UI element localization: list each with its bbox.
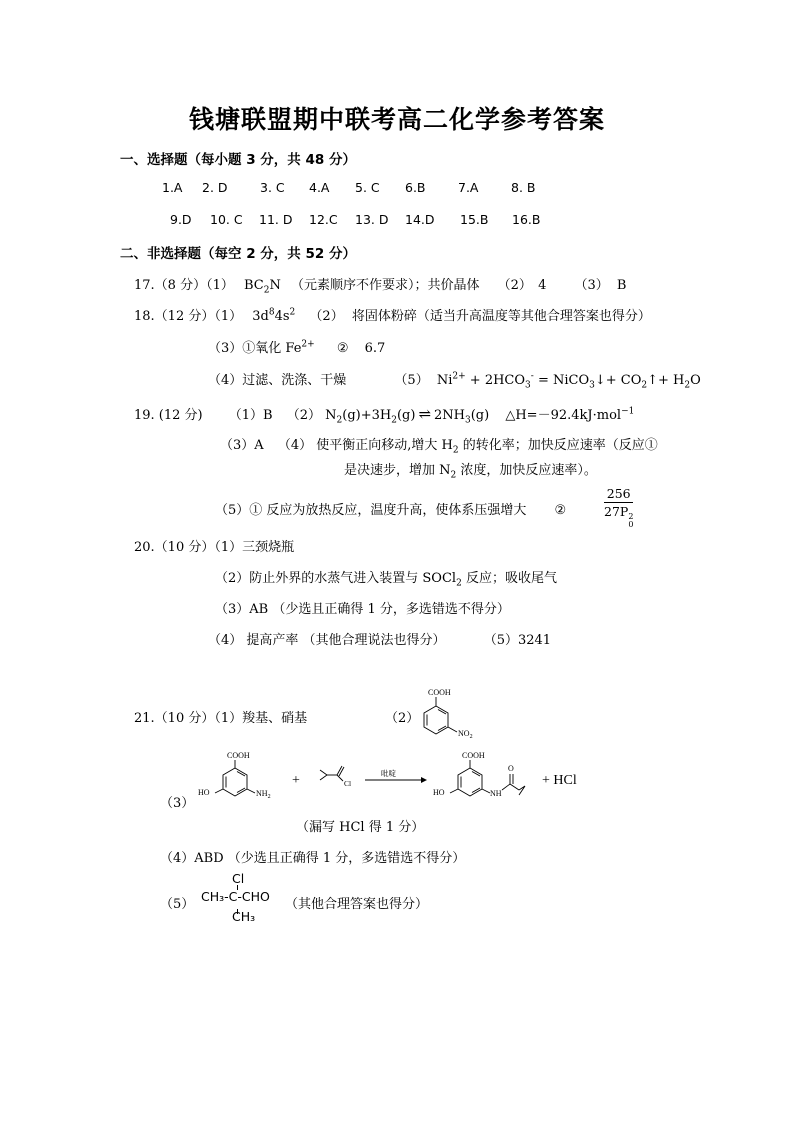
q18-prefix: 18.（12 分）（1） — [134, 309, 243, 324]
reaction-scheme — [195, 748, 615, 813]
mc-answer: 8. B — [511, 180, 536, 195]
q19-equation: $N_2(g)+3H_2(g)$ ⇌ $2NH_3(g)$ — [325, 405, 490, 426]
q21-part2: （2） — [385, 711, 420, 726]
mc-answer: 14.D — [405, 212, 435, 227]
q17-part3-answer: B — [616, 278, 627, 293]
q17-part2: （2） — [497, 278, 532, 293]
q17-part2-answer: 4 — [538, 278, 547, 293]
q19-part5: （5）① 反应为放热反应，温度升高，使体系压强增大 — [215, 503, 527, 518]
mc-answer: 4.A — [309, 180, 330, 195]
q17-formula: $BC_2N$ — [244, 278, 281, 296]
svg-text:HO: HO — [433, 788, 445, 797]
mc-answer: 15.B — [460, 212, 489, 227]
q19-part3: （3）A — [220, 438, 264, 453]
q17-note: （元素顺序不作要求）；共价晶体 — [291, 278, 480, 293]
q19-fraction — [604, 486, 633, 529]
plus-sign: + — [292, 773, 300, 788]
q18-part4: （4）过滤、洗涤、干燥 — [208, 373, 347, 388]
q19-line-3 — [220, 434, 658, 456]
hcl-term: + HCl — [542, 773, 577, 788]
q19-part1: （1）B — [228, 408, 273, 423]
q18-part3-b: ② — [336, 341, 349, 356]
q20-line-4: （4） 提高产率 （其他合理说法也得分） （5）3241 — [208, 633, 552, 648]
mc-answer: 6.B — [405, 180, 426, 195]
fraction-numerator: 256 — [604, 486, 633, 503]
q19-part5-b: ② — [554, 503, 567, 518]
mc-answer: 3. C — [260, 180, 285, 195]
mc-answer: 10. C — [210, 212, 243, 227]
q19-line-5 — [215, 499, 566, 518]
svg-text:Cl: Cl — [344, 779, 352, 788]
q18-part2: （2） — [309, 309, 344, 324]
fraction-denominator: 27P 2 0 — [604, 504, 634, 529]
q17-prefix: 17.（8 分）（1） — [134, 278, 234, 293]
q20-line-3: （3）AB （少选且正确得 1 分，多选错选不得分） — [215, 602, 510, 617]
nitrobenzoic-acid-structure — [412, 684, 492, 754]
svg-text:HO: HO — [198, 788, 210, 797]
q17-part3: （3） — [574, 278, 609, 293]
cl-substituent: Cl — [232, 871, 245, 886]
q21-part5-note: （其他合理答案也得分） — [285, 897, 429, 912]
q19-line-1 — [134, 404, 634, 426]
q21-part5: （5） — [160, 897, 195, 912]
q21-line-1: 21.（10 分）（1）羧基、硝基 — [134, 711, 308, 726]
mc-answer: 12.C — [309, 212, 338, 227]
q21-part3-note: （漏写 HCl 得 1 分） — [296, 820, 425, 835]
mc-answer: 7.A — [458, 180, 479, 195]
q18-line-4 — [208, 369, 701, 391]
arrow-label: 吡啶 — [381, 769, 396, 778]
svg-text:O: O — [508, 764, 514, 773]
isobutyryl-chloride — [320, 766, 344, 781]
mc-answer: 5. C — [355, 180, 380, 195]
q21-part5-structure — [201, 872, 270, 924]
benzene-ring — [424, 706, 448, 734]
cooh-label: COOH — [428, 688, 451, 697]
q18-part5: （5） — [394, 373, 429, 388]
page-title: 钱塘联盟期中联考高二化学参考答案 — [188, 105, 605, 134]
ch3-substituent: CH₃ — [232, 909, 256, 924]
svg-text:NH2: $NH_2$ — [256, 789, 271, 800]
main-chain: CH₃-C-CHO — [201, 889, 270, 904]
svg-text:COOH: COOH — [462, 751, 485, 760]
q17-line — [134, 274, 626, 296]
q18-line-1 — [134, 305, 651, 324]
mc-answer: 16.B — [512, 212, 541, 227]
mc-answer: 11. D — [259, 212, 293, 227]
no2-label: $NO_2$ — [458, 729, 473, 740]
q19-part4-answer: 使平衡正向移动,增大 $H_2$ 的转化率；加快反应速率（反应① — [316, 438, 658, 456]
q19-part4: （4） — [277, 438, 313, 453]
section-1-heading: 一、选择题（每小题 3 分，共 48 分） — [120, 152, 356, 168]
q19-line-4: 是决速步，增加 $N_2$ 浓度，加快反应速率）。 — [344, 463, 597, 481]
mc-answer: 9.D — [170, 212, 192, 227]
q19-prefix: 19. (12 分) — [134, 408, 203, 423]
q18-part2-answer: 将固体粉碎（适当升高温度等其他合理答案也得分） — [351, 309, 651, 324]
q19-enthalpy: △H=－92.4kJ·mol$^{-1}$ — [505, 406, 635, 423]
q20-line-2: （2）防止外界的水蒸气进入装置与 SOCl$_2$ 反应；吸收尾气 — [215, 571, 557, 589]
q18-part3: （3）①氧化 Fe — [208, 341, 302, 356]
q21-part4: （4）ABD （少选且正确得 1 分，多选错选不得分） — [160, 851, 466, 866]
q18-line-3: （3）①氧化 $Fe^{2+}$ ② 6.7 — [208, 339, 386, 356]
svg-text:NH: NH — [490, 789, 502, 798]
mc-answer: 2. D — [202, 180, 228, 195]
q21-part3: （3） — [160, 796, 195, 811]
section-2-heading: 二、非选择题（每空 2 分，共 52 分） — [120, 246, 356, 262]
svg-text:COOH: COOH — [227, 751, 250, 760]
q20-line-1: 20.（10 分）（1）三颈烧瓶 — [134, 540, 295, 555]
q18-part3-answer: 6.7 — [364, 341, 386, 356]
q19-part2: （2） — [286, 408, 322, 423]
q18-equation: $Ni^{2+} + 2HCO_3^-$ = NiCO$_3$↓+ $CO_2↑+ H_2O$ — [436, 371, 701, 391]
mc-answer: 1.A — [162, 180, 183, 195]
mc-answer: 13. D — [355, 212, 389, 227]
q18-electron-config: $3d^84s^2$ — [252, 307, 296, 324]
q19-part4-cont: 是决速步，增加 N — [344, 463, 451, 478]
aminohydroxybenzoic-acid — [215, 760, 255, 796]
